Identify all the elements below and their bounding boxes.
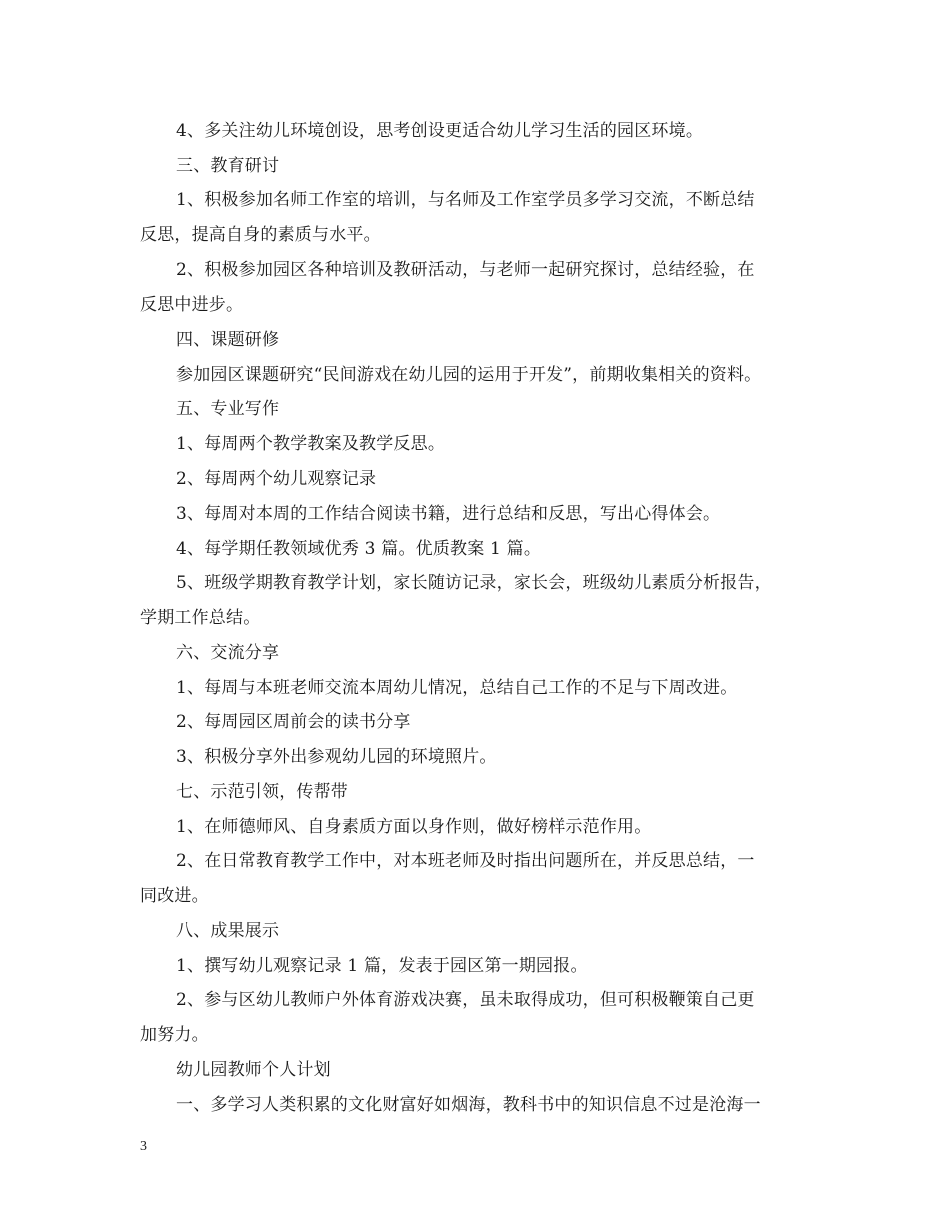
text-line: 1、在师德师风、自身素质方面以身作则，做好榜样示范作用。	[176, 817, 652, 837]
section-heading: 四、课题研修	[176, 330, 280, 350]
text-line: 4、多关注幼儿环境创设，思考创设更适合幼儿学习生活的园区环境。	[176, 121, 704, 141]
text-line: 2、参与区幼儿教师户外体育游戏决赛，虽未取得成功，但可积极鞭策自己更	[176, 990, 755, 1010]
section-heading: 七、示范引领，传帮带	[176, 782, 348, 802]
text-line: 2、在日常教育教学工作中，对本班老师及时指出问题所在，并反思总结，一	[176, 851, 755, 871]
text-line: 1、每周与本班老师交流本周幼儿情况，总结自己工作的不足与下周改进。	[176, 678, 738, 698]
text-line: 反思，提高自身的素质与水平。	[140, 225, 381, 245]
document-subtitle: 幼儿园教师个人计划	[176, 1060, 331, 1080]
text-line: 参加园区课题研究“民间游戏在幼儿园的运用于开发”，前期收集相关的资料。	[176, 365, 762, 385]
text-line: 反思中进步。	[140, 295, 244, 315]
text-line: 加努力。	[140, 1025, 209, 1045]
text-line: 3、积极分享外出参观幼儿园的环境照片。	[176, 747, 497, 767]
text-line: 4、每学期任教领域优秀 3 篇。优质教案 1 篇。	[176, 539, 542, 559]
text-line: 2、每周两个幼儿观察记录	[176, 469, 377, 489]
section-heading: 五、专业写作	[176, 399, 280, 419]
page-number: 3	[140, 1139, 147, 1154]
text-line: 2、积极参加园区各种培训及教研活动，与老师一起研究探讨，总结经验，在	[176, 260, 755, 280]
text-line: 学期工作总结。	[140, 608, 261, 628]
section-heading: 六、交流分享	[176, 643, 280, 663]
text-line: 同改进。	[140, 886, 209, 906]
text-line: 1、每周两个教学教案及教学反思。	[176, 434, 446, 454]
text-line: 3、每周对本周的工作结合阅读书籍，进行总结和反思，写出心得体会。	[176, 504, 721, 524]
text-line: 5、班级学期教育教学计划，家长随访记录，家长会，班级幼儿素质分析报告，	[176, 573, 772, 593]
section-heading: 八、成果展示	[176, 921, 280, 941]
text-line: 2、每周园区周前会的读书分享	[176, 712, 411, 732]
text-line: 1、撰写幼儿观察记录 1 篇，发表于园区第一期园报。	[176, 956, 588, 976]
text-line: 一、多学习人类积累的文化财富好如烟海，教科书中的知识信息不过是沧海一	[176, 1095, 761, 1115]
section-heading: 三、教育研讨	[176, 156, 280, 176]
text-line: 1、积极参加名师工作室的培训，与名师及工作室学员多学习交流，不断总结	[176, 190, 755, 210]
